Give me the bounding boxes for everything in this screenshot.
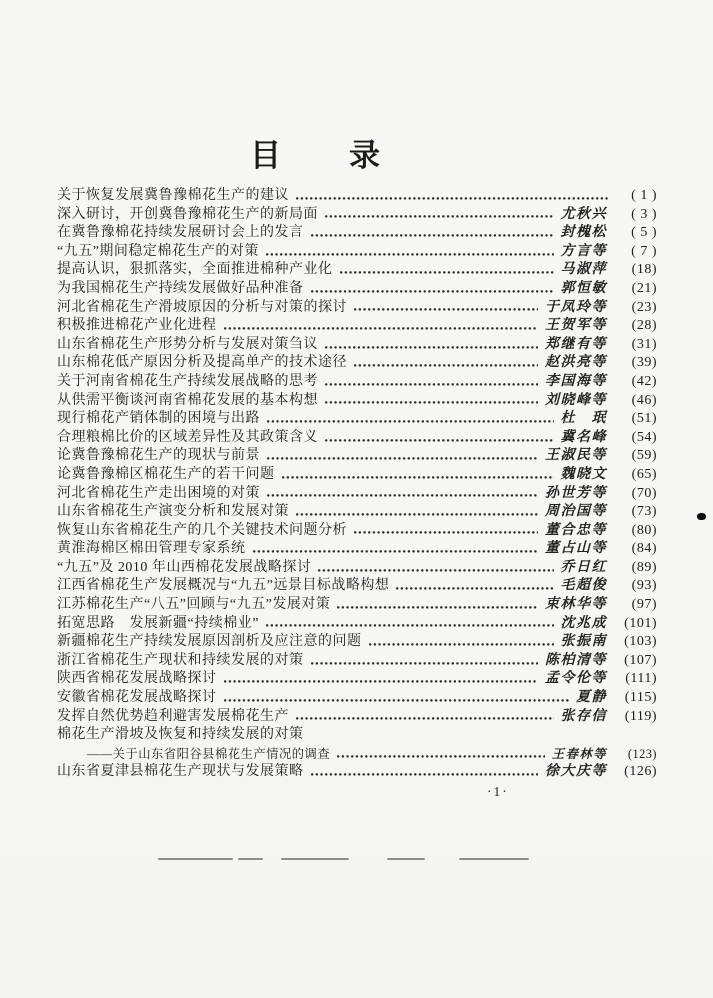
dot-leader (252, 549, 539, 554)
toc-entry-author: 乔日红 (560, 559, 607, 575)
toc-entry (57, 243, 657, 262)
toc-entry-author: 王春林等 (551, 746, 607, 761)
toc-entry-title: ——关于山东省阳谷县棉花生产情况的调查 (87, 746, 331, 761)
toc-entry-title: 积极推进棉花产业化进程 (57, 318, 217, 334)
dot-leader (368, 642, 554, 647)
toc-entry-page: (42) (631, 373, 657, 389)
toc-entry-title: 河北省棉花生产滑坡原因的分析与对策的探讨 (57, 299, 347, 315)
toc-entry (57, 745, 657, 764)
toc-entry-page: (73) (631, 504, 657, 520)
toc-entry (57, 577, 657, 596)
dot-leader (339, 270, 554, 275)
toc-entry-author: 董合忠等 (545, 522, 607, 538)
dot-leader (310, 661, 539, 666)
toc-entry (57, 410, 657, 429)
toc-entry-page: (28) (631, 318, 657, 334)
toc-entry-page: (46) (631, 392, 657, 408)
dot-leader (324, 214, 554, 219)
scan-artifact-line (459, 858, 529, 860)
toc-entry (57, 447, 657, 466)
dot-leader (336, 605, 538, 610)
toc-entry (57, 485, 657, 504)
dot-leader (353, 363, 538, 368)
toc-entry-page: (21) (631, 280, 657, 296)
toc-entry-title: 黄淮海棉区棉田管理专家系统 (57, 541, 246, 557)
toc-entry-author: 杜 珉 (560, 411, 607, 427)
scan-artifact-line (281, 858, 349, 860)
dot-leader (265, 623, 554, 628)
toc-entry-title: 恢复山东省棉花生产的几个关键技术问题分析 (57, 522, 347, 538)
dot-leader (223, 326, 539, 331)
dot-leader (324, 345, 538, 350)
toc-entry (57, 522, 657, 541)
toc-entry-title: 山东棉花低产原因分析及提高单产的技术途径 (57, 355, 347, 371)
toc-entry-page: (115) (624, 690, 657, 706)
toc-entry-page: (59) (631, 448, 657, 464)
toc-entry-title: 论冀鲁豫棉区棉花生产的若干问题 (57, 466, 275, 482)
dot-leader (317, 568, 553, 573)
toc-entry-author: 徐大庆等 (545, 764, 607, 780)
toc-entry-title: 浙江省棉花生产现状和持续发展的对策 (57, 652, 304, 668)
dot-leader (295, 716, 554, 721)
toc-entry (57, 261, 657, 280)
toc-entry-author: 郭恒敏 (560, 280, 607, 296)
toc-entry (57, 317, 657, 336)
toc-entry (57, 503, 657, 522)
dot-leader (395, 586, 553, 591)
toc-entry-author: 封槐松 (560, 225, 607, 241)
toc-entry-page: (39) (631, 355, 657, 371)
page-title: 目 录 (250, 138, 382, 174)
dot-leader (353, 530, 538, 535)
scan-artifact-line (238, 858, 263, 860)
toc-entry-title: “九五”及 2010 年山西棉花发展战略探讨 (57, 559, 312, 575)
toc-entry-author: 马淑萍 (560, 262, 607, 278)
toc-entry (57, 187, 657, 206)
toc-entry-title: 新疆棉花生产持续发展原因剖析及应注意的问题 (57, 634, 362, 650)
toc-entry-title: 论冀鲁豫棉花生产的现状与前景 (57, 448, 260, 464)
toc-entry-title: 江苏棉花生产“八五”回顾与“九五”发展对策 (57, 597, 331, 613)
dot-leader (266, 493, 538, 498)
toc-entry-title: 从供需平衡谈河南省棉花发展的基本构想 (57, 392, 318, 408)
toc-entry-title: “九五”期间稳定棉花生产的对策 (57, 243, 259, 259)
toc-entry (57, 336, 657, 355)
dot-leader (324, 438, 554, 443)
toc-entry-page: (23) (631, 299, 657, 315)
dot-leader (310, 233, 554, 238)
toc-entry-title: 发挥自然优势趋利避害发展棉花生产 (57, 708, 289, 724)
toc-entry-title: 提高认识，狠抓落实，全面推进棉种产业化 (57, 262, 333, 278)
toc-entry-title: 在冀鲁豫棉花持续发展研讨会上的发言 (57, 225, 304, 241)
toc-entry-page: (101) (624, 615, 657, 631)
dot-leader (353, 307, 538, 312)
toc-entry-title: 深入研讨，开创冀鲁豫棉花生产的新局面 (57, 206, 318, 222)
toc-entry-title: 山东省棉花生产演变分析和发展对策 (57, 504, 289, 520)
dot-leader (281, 475, 554, 480)
toc-entry-author: 夏静 (576, 690, 607, 706)
toc-entry-author: 孙世芳等 (545, 485, 607, 501)
toc-entry-author: 赵洪亮等 (545, 355, 607, 371)
toc-entry-title: 合理粮棉比价的区域差异性及其政策含义 (57, 429, 318, 445)
toc-entry-author: 于凤玲等 (545, 299, 607, 315)
dot-leader (310, 772, 539, 777)
toc-entry-author: 刘晓峰等 (545, 392, 607, 408)
toc-entry (57, 652, 657, 671)
toc-entry-title: 山东省棉花生产形势分析与发展对策刍议 (57, 336, 318, 352)
toc-entry (57, 206, 657, 225)
toc-entry-page: ( 1 ) (631, 188, 657, 203)
dot-leader (310, 735, 651, 740)
dot-leader (265, 252, 554, 257)
toc-entry-page: (31) (631, 336, 657, 352)
toc-entry-page: (18) (631, 262, 657, 278)
toc-entry (57, 354, 657, 373)
toc-entry (57, 559, 657, 578)
toc-list (57, 187, 657, 782)
toc-entry-title: 关于恢复发展冀鲁豫棉花生产的建议 (57, 188, 289, 203)
toc-entry-title: 为我国棉花生产持续发展做好品种准备 (57, 280, 304, 296)
toc-entry-title: 河北省棉花生产走出困境的对策 (57, 485, 260, 501)
toc-entry-page: (51) (631, 411, 657, 427)
toc-entry-page: (107) (624, 652, 657, 668)
toc-entry (57, 596, 657, 615)
toc-entry-page: ( 5 ) (631, 225, 657, 241)
toc-entry (57, 429, 657, 448)
toc-entry-author: 孟令伦等 (545, 671, 607, 687)
toc-entry (57, 708, 657, 727)
toc-entry-page: (54) (631, 429, 657, 445)
dot-leader (266, 456, 538, 461)
toc-entry-title: 山东省夏津县棉花生产现状与发展策略 (57, 764, 304, 780)
dot-leader (295, 196, 608, 201)
toc-entry-author: 方言等 (560, 243, 607, 259)
toc-entry (57, 670, 657, 689)
toc-entry-page: (123) (627, 746, 657, 761)
toc-entry-author: 王淑民等 (545, 448, 607, 464)
toc-entry-author: 陈柏清等 (545, 652, 607, 668)
toc-entry-title: 江西省棉花生产发展概况与“九五”远景目标战略构想 (57, 578, 390, 594)
toc-entry-title: 安徽省棉花发展战略探讨 (57, 690, 217, 706)
scan-artifact-line (158, 858, 233, 860)
toc-entry-author: 张振南 (560, 634, 607, 650)
toc-entry (57, 224, 657, 243)
dot-leader (266, 419, 554, 424)
toc-entry-author: 董占山等 (545, 541, 607, 557)
toc-entry (57, 540, 657, 559)
dot-leader (336, 754, 545, 759)
toc-entry (57, 689, 657, 708)
dot-leader (223, 679, 539, 684)
toc-entry-page: (89) (631, 559, 657, 575)
dot-leader (310, 289, 554, 294)
toc-entry-author: 张存信 (560, 708, 607, 724)
toc-entry-title: 关于河南省棉花生产持续发展战略的思考 (57, 373, 318, 389)
toc-entry (57, 466, 657, 485)
toc-entry (57, 633, 657, 652)
toc-entry-page: (103) (624, 634, 657, 650)
toc-entry-page: (126) (624, 764, 657, 780)
toc-entry-page: (93) (631, 578, 657, 594)
toc-entry-title: 陕西省棉花发展战略探讨 (57, 671, 217, 687)
toc-entry-page: (119) (624, 708, 657, 724)
dot-leader (324, 400, 538, 405)
toc-entry-page: (84) (631, 541, 657, 557)
toc-entry (57, 373, 657, 392)
toc-entry-author: 束林华等 (545, 597, 607, 613)
toc-entry-page: (80) (631, 522, 657, 538)
toc-entry-author: 周治国等 (545, 504, 607, 520)
toc-entry-author: 郑继有等 (545, 336, 607, 352)
toc-entry-page: ( 7 ) (631, 243, 657, 259)
page-number-footer: ·1· (487, 784, 509, 799)
toc-entry (57, 280, 657, 299)
toc-entry-author: 魏晓文 (560, 466, 607, 482)
toc-entry-author: 冀名峰 (560, 429, 607, 445)
toc-entry-title: 现行棉花产销体制的困境与出路 (57, 411, 260, 427)
toc-entry-author: 沈兆成 (560, 615, 607, 631)
scan-artifact-dot (697, 513, 706, 520)
toc-entry-author: 王贺军等 (545, 318, 607, 334)
dot-leader (324, 382, 538, 387)
toc-entry (57, 299, 657, 318)
toc-entry-page: (111) (625, 671, 657, 687)
dot-leader (295, 512, 538, 517)
toc-entry-page: ( 3 ) (631, 206, 657, 222)
toc-entry-page: (65) (631, 466, 657, 482)
toc-entry (57, 392, 657, 411)
toc-entry (57, 615, 657, 634)
toc-entry-title: 拓宽思路 发展新疆“持续棉业” (57, 615, 259, 631)
toc-entry-page: (97) (631, 597, 657, 613)
toc-entry-author: 尤秋兴 (560, 206, 607, 222)
toc-entry-title: 棉花生产滑坡及恢复和持续发展的对策 (57, 727, 304, 743)
toc-entry-page: (70) (631, 485, 657, 501)
dot-leader (223, 698, 570, 703)
scan-artifact-line (387, 858, 425, 860)
toc-entry (57, 763, 657, 782)
toc-entry-author: 毛超俊 (560, 578, 607, 594)
toc-entry (57, 726, 657, 745)
toc-entry-author: 李国海等 (545, 373, 607, 389)
